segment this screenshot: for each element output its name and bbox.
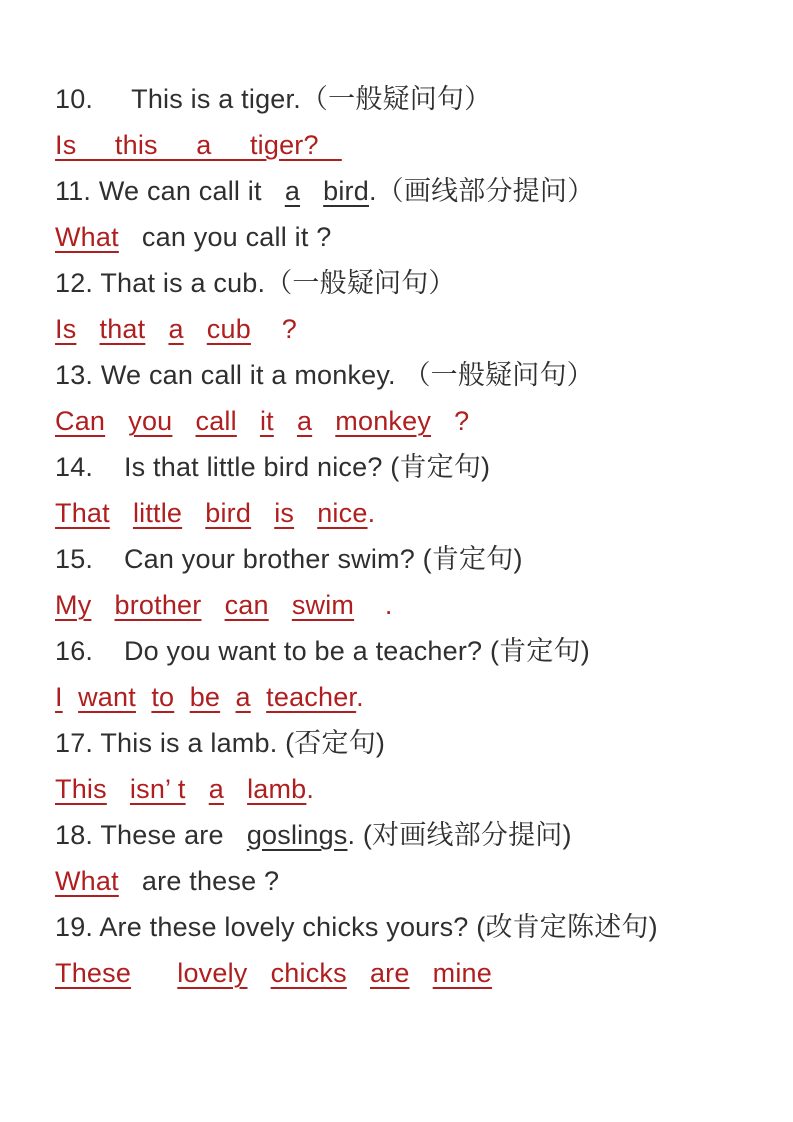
word-gap [63, 682, 78, 712]
word-gap [248, 958, 271, 988]
answer-blank-text: What [55, 222, 119, 252]
question-text: 13. We can call it a monkey. （一般疑问句） [55, 360, 594, 390]
word-gap [201, 590, 224, 620]
answer-word: These [55, 958, 132, 988]
question-text: 17. This is a lamb. (否定句) [55, 728, 386, 758]
word-gap [172, 406, 195, 436]
word-gap [294, 498, 317, 528]
word-gap [251, 314, 282, 344]
answer-word: little [132, 498, 183, 528]
answer-word: it [259, 406, 274, 436]
word-gap [136, 682, 151, 712]
word-gap [251, 498, 274, 528]
answer-word: mine [432, 958, 492, 988]
question-text: 18. These are [55, 820, 247, 850]
answer-word: Is [55, 314, 77, 344]
answer-word: a [235, 682, 251, 712]
word-gap [410, 958, 433, 988]
question-12 [55, 260, 765, 306]
answer-word: chicks [270, 958, 347, 988]
word-gap [220, 682, 235, 712]
question-10 [55, 76, 765, 122]
question-14 [55, 444, 765, 490]
punctuation: . [367, 498, 376, 528]
word-gap [274, 406, 297, 436]
answer-word: are [369, 958, 410, 988]
answer-14 [55, 490, 765, 536]
answer-12 [55, 306, 765, 352]
question-11 [55, 168, 765, 214]
answer-blank-text: What [55, 866, 119, 896]
answer-word: swim [291, 590, 355, 620]
answer-13 [55, 398, 765, 444]
answer-word: bird [205, 498, 252, 528]
word-gap [237, 406, 260, 436]
answer-word: a [296, 406, 313, 436]
answer-10 [55, 122, 765, 168]
answer-word: lamb [247, 774, 307, 804]
answer-word: isn’ t [129, 774, 186, 804]
answer-word: call [195, 406, 237, 436]
answer-word: want [78, 682, 136, 712]
punctuation: ? [454, 406, 470, 436]
answer-18 [55, 858, 765, 904]
word-gap [174, 682, 189, 712]
answer-17 [55, 766, 765, 812]
answer-word: a [168, 314, 184, 344]
question-text: .（画线部分提问） [368, 176, 595, 206]
word-gap [224, 774, 247, 804]
answer-word: is [274, 498, 295, 528]
word-gap [107, 774, 130, 804]
answer-word: to [151, 682, 175, 712]
answer-word: My [55, 590, 92, 620]
answer-blank-text: Is this a tiger? [55, 130, 342, 160]
question-15 [55, 536, 765, 582]
word-gap [251, 682, 266, 712]
question-16 [55, 628, 765, 674]
question-18 [55, 812, 765, 858]
answer-word: nice [317, 498, 368, 528]
answer-11 [55, 214, 765, 260]
sentence-text: are these ? [118, 866, 280, 896]
question-text: . (对画线部分提问) [347, 820, 572, 850]
question-19 [55, 904, 765, 950]
question-text: 14. Is that little bird nice? (肯定句) [55, 452, 491, 482]
word-gap [347, 958, 370, 988]
answer-word: that [99, 314, 146, 344]
underlined-word: a [284, 176, 301, 206]
word-gap [182, 498, 205, 528]
question-text: 10. This is a tiger.（一般疑问句） [55, 84, 492, 114]
question-17 [55, 720, 765, 766]
punctuation: . [356, 682, 364, 712]
answer-word: teacher [266, 682, 357, 712]
word-gap [312, 406, 335, 436]
question-text: 12. That is a cub.（一般疑问句） [55, 268, 456, 298]
answer-word: I [55, 682, 63, 712]
word-gap [110, 498, 133, 528]
answer-word: This [55, 774, 107, 804]
word-gap [131, 958, 177, 988]
answer-word: monkey [335, 406, 432, 436]
underlined-word: goslings [246, 820, 348, 850]
answer-word: brother [114, 590, 202, 620]
word-gap [91, 590, 114, 620]
punctuation: . [354, 590, 393, 620]
word-gap [269, 590, 292, 620]
answer-word: lovely [177, 958, 248, 988]
answer-word: cub [206, 314, 251, 344]
word-gap [186, 774, 209, 804]
question-text: 11. We can call it [55, 176, 285, 206]
answer-16 [55, 674, 765, 720]
punctuation: . [306, 774, 315, 804]
answer-word: a [208, 774, 224, 804]
question-text: 16. Do you want to be a teacher? (肯定句) [55, 636, 590, 666]
word-gap [300, 176, 323, 206]
answer-word: Can [55, 406, 106, 436]
word-gap [184, 314, 207, 344]
word-gap [76, 314, 99, 344]
sentence-text: can you call it ? [118, 222, 332, 252]
word-gap [105, 406, 128, 436]
question-13 [55, 352, 765, 398]
underlined-word: bird [323, 176, 369, 206]
word-gap [145, 314, 168, 344]
answer-word: can [224, 590, 269, 620]
punctuation: ? [281, 314, 297, 344]
question-text: 19. Are these lovely chicks yours? (改肯定陈述句) [55, 912, 658, 942]
word-gap [431, 406, 454, 436]
answer-19 [55, 950, 765, 996]
answer-word: be [189, 682, 221, 712]
answer-word: you [128, 406, 173, 436]
answer-word: That [55, 498, 110, 528]
answer-15 [55, 582, 765, 628]
question-text: 15. Can your brother swim? (肯定句) [55, 544, 523, 574]
